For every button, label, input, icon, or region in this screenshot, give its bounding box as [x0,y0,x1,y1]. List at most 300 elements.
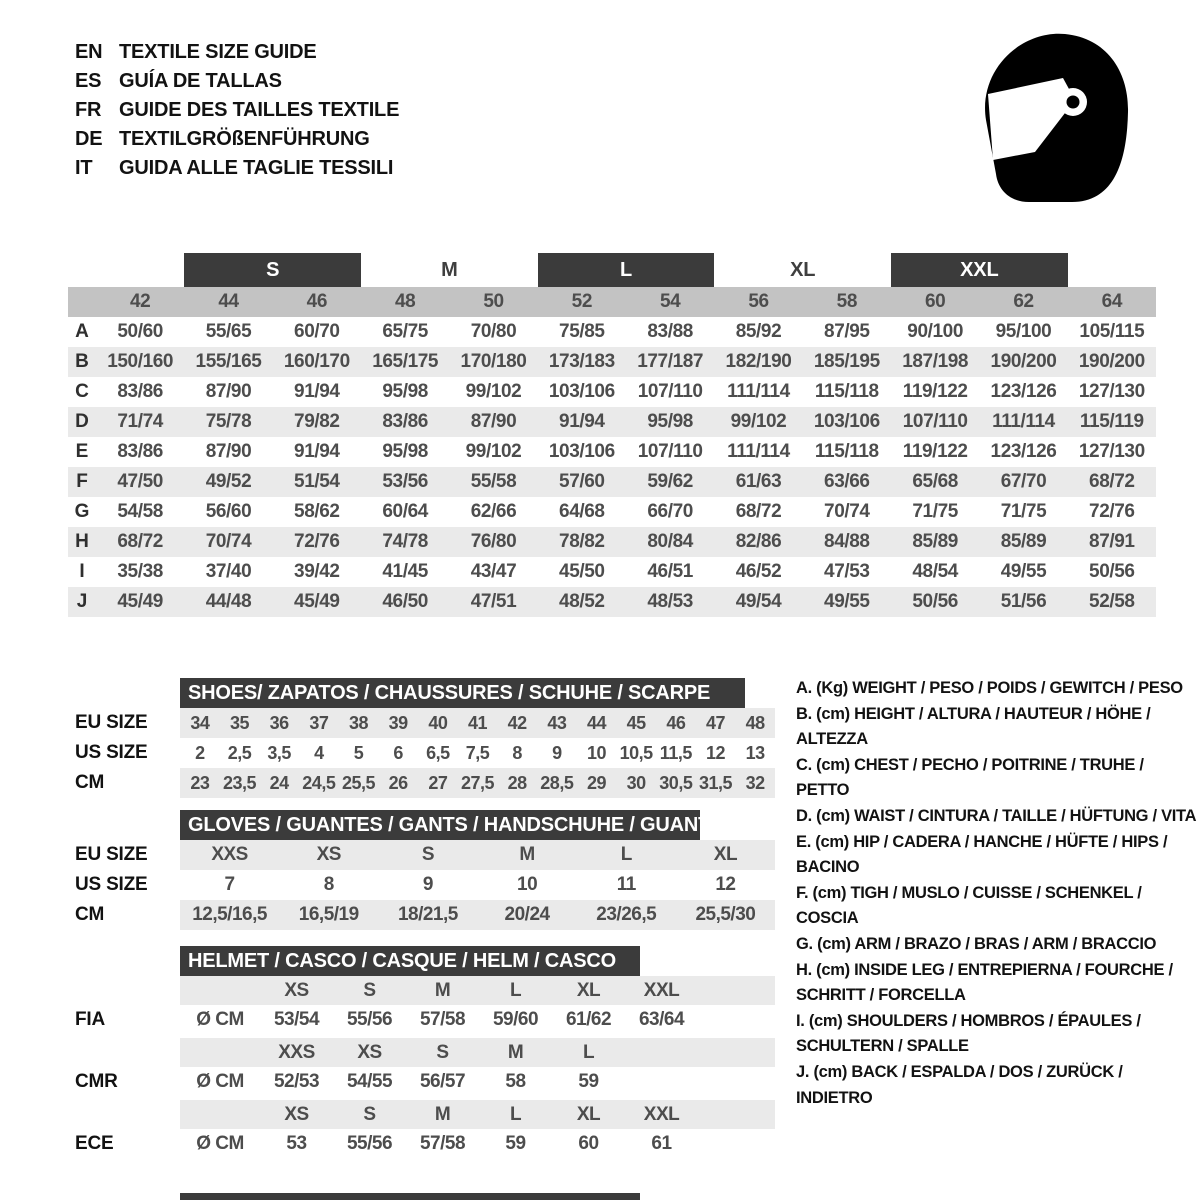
size-value: 79/82 [294,411,340,432]
value-cell: 34 [190,712,210,733]
size-table-row [68,497,1156,527]
size-table-row [68,527,1156,557]
row-values [180,708,775,738]
unit-spacer [180,1038,260,1067]
value-cell: 9 [552,742,562,763]
size-value: 83/88 [647,321,693,342]
size-value: 63/66 [824,471,870,492]
helmet-size-label: XXS [278,1041,315,1063]
row-label: CM [75,904,105,925]
value-cell: M [519,844,535,865]
size-value: 150/160 [107,351,174,372]
size-value: 68/72 [735,501,782,522]
row-label: EU SIZE [75,844,148,865]
helmet-sizes-row [75,1038,785,1067]
value-cell: 59 [505,1132,526,1154]
sub-table-row [75,768,785,798]
size-value: 46/50 [382,591,428,612]
helmet-size-label [625,1038,698,1067]
unit-label: Ø CM [196,1132,244,1154]
helmet-section-cmr [75,1038,785,1096]
size-value: 75/85 [559,321,605,342]
value-cell: 60 [578,1132,599,1154]
size-column-header: 48 [394,291,416,312]
sub-table-row [75,900,785,930]
legend-item: F. (cm) TIGH / MUSLO / CUISSE / SCHENKEL / COSCIA [796,883,1142,928]
value-cell: 27 [428,772,448,793]
value-cell: 47 [705,712,725,733]
size-value: 65/68 [912,471,958,492]
value-cell: 26 [388,772,408,793]
size-value: 75/78 [205,411,252,432]
value-cell: 44 [586,712,606,733]
value-cell: XL [713,844,738,865]
legend-item: C. (cm) CHEST / PECHO / POITRINE / TRUHE / PETTO [796,755,1144,800]
value-cell: 30,5 [659,772,693,793]
size-value: 78/82 [559,531,605,552]
size-value: 160/170 [283,351,350,372]
standard-label: FIA [75,1008,106,1030]
helmet-size-label: XL [576,1103,601,1125]
size-column-header: 42 [129,291,151,312]
value-cell: 10 [586,742,606,763]
size-value: 59/62 [647,471,693,492]
size-value: 83/86 [117,441,163,462]
value-cell: 24,5 [302,772,336,793]
value-cell: 7 [224,874,235,895]
value-cell: 43 [547,712,567,733]
value-cell: 56/57 [419,1070,466,1092]
size-value: 64/68 [559,501,605,522]
size-value: 107/110 [637,441,703,462]
value-cell: 41 [467,712,487,733]
size-column-header: 58 [836,291,857,312]
size-value: 115/118 [814,381,879,402]
size-value: 87/90 [470,411,517,432]
value-cell: 52/53 [273,1070,320,1092]
size-value: 52/58 [1089,591,1135,612]
language-row [75,67,399,96]
value-cell: 37 [309,712,329,733]
row-letter: E [75,441,89,462]
size-value: 103/106 [813,411,880,432]
gloves-table [75,810,785,930]
row-label: US SIZE [75,742,148,763]
value-cell: 53/54 [273,1008,320,1030]
value-cell: 6 [393,742,403,763]
size-value: 84/88 [824,531,870,552]
size-value: 70/74 [824,501,870,522]
racing-helmet-icon-svg [975,28,1133,206]
size-value: 82/86 [735,531,782,552]
size-value: 123/126 [990,441,1057,462]
value-cell: 38 [348,712,368,733]
value-cell: 7,5 [465,742,490,763]
helmet-size-label: L [509,979,522,1001]
size-value: 49/52 [205,471,252,492]
size-value: 107/110 [902,411,968,432]
size-value: 87/90 [205,381,252,402]
value-cell: 27,5 [460,772,495,793]
value-cell: 18/21,5 [397,904,458,925]
row-letter: B [75,351,89,372]
size-value: 103/106 [548,441,615,462]
legend-item: E. (cm) HIP / CADERA / HANCHE / HÜFTE / HIPS / BACINO [796,832,1168,877]
helmet-size-label: XXL [643,979,680,1001]
helmet-sizes-row [75,1100,785,1129]
helmet-size-label: M [434,979,451,1001]
row-label [75,1038,180,1067]
size-value: 83/86 [117,381,163,402]
value-cell: 10 [517,874,538,895]
helmet-size-label: S [436,1041,449,1063]
value-cell: 8 [512,742,522,763]
size-value: 190/200 [1078,351,1145,372]
size-value: 49/55 [824,591,870,612]
value-cell: 2,5 [227,742,252,763]
language-title: TEXTILE SIZE GUIDE [119,41,317,63]
shoes-table-title: SHOES/ ZAPATOS / CHAUSSURES / SCHUHE / SCARPE [180,678,745,708]
size-value: 111/114 [727,441,790,462]
size-value: 182/190 [725,351,792,372]
size-value: 90/100 [907,321,964,342]
size-value: 111/114 [992,411,1055,432]
value-cell: 36 [269,712,289,733]
value-cell: 63/64 [638,1008,685,1030]
size-band-s: S [184,253,361,287]
language-code: FR [75,99,102,121]
helmet-table [75,946,785,1158]
row-letter: G [74,501,90,522]
size-value: 170/180 [460,351,527,372]
value-cell: 11,5 [659,742,692,763]
value-cell: S [421,844,434,865]
helmet-sizes [180,1038,775,1067]
cropped-next-section-bar [180,1193,640,1200]
size-value: 47/51 [470,591,517,612]
size-value: 70/80 [470,321,517,342]
standard-label: CMR [75,1070,118,1092]
size-value: 54/58 [117,501,163,522]
language-code: EN [75,41,103,63]
size-value: 37/40 [205,561,252,582]
size-value: 91/94 [294,381,340,402]
size-value: 71/75 [1000,501,1047,522]
size-value: 87/90 [205,441,252,462]
size-value: 115/118 [814,441,879,462]
value-cell: 16,5/19 [298,904,359,925]
size-column-header: 60 [924,291,946,312]
size-value: 58/62 [294,501,340,522]
size-column-header: 46 [306,291,327,312]
value-cell: 10,5 [619,742,653,763]
value-cell: 53 [286,1132,307,1154]
value-cell: 35 [229,712,249,733]
language-row [75,125,399,154]
size-value: 66/70 [647,501,693,522]
language-row [75,38,399,67]
racing-helmet-icon [975,28,1133,206]
size-value: 72/76 [1089,501,1135,522]
value-cell: 59 [578,1070,599,1092]
helmet-size-label: M [507,1041,524,1063]
size-value: 55/65 [205,321,252,342]
size-value: 105/115 [1079,321,1145,342]
language-code: DE [75,128,103,150]
legend-item: G. (cm) ARM / BRAZO / BRAS / ARM / BRACCIO [796,934,1157,953]
helmet-values [180,1005,775,1034]
language-row [75,96,399,125]
size-value: 85/89 [912,531,958,552]
sub-table-row [75,870,785,900]
value-cell: XXS [211,844,248,865]
value-cell: 23/26,5 [596,904,657,925]
size-column-header: 44 [218,291,239,312]
value-cell: 23 [190,772,210,793]
helmet-sizes [180,976,775,1005]
size-value: 47/50 [117,471,163,492]
size-value: 50/56 [912,591,958,612]
value-cell: 61/62 [565,1008,612,1030]
helmet-values-row [75,1005,785,1034]
value-cell: 4 [314,742,324,763]
row-label [75,976,180,1005]
helmet-size-label: L [509,1103,522,1125]
size-value: 44/48 [205,591,252,612]
size-value: 83/86 [382,411,428,432]
shoes-table [75,678,785,798]
size-value: 155/165 [195,351,262,372]
value-cell: 45 [626,712,646,733]
language-row [75,154,399,183]
value-cell: 55/56 [346,1132,393,1154]
size-value: 119/122 [902,441,968,462]
size-column-header: 64 [1101,291,1122,312]
size-value: 187/198 [902,351,969,372]
helmet-section-fia [75,976,785,1034]
textile-size-table [68,253,1156,617]
size-value: 190/200 [990,351,1057,372]
size-value: 57/60 [559,471,605,492]
legend-item: H. (cm) INSIDE LEG / ENTREPIERNA / FOURCHE / SCHRITT / FORCELLA [796,960,1173,1005]
size-value: 127/130 [1078,381,1145,402]
size-column-header: 62 [1013,291,1034,312]
size-table-row [68,317,1156,347]
size-value: 45/50 [559,561,605,582]
size-column-header: 50 [483,291,504,312]
size-value: 99/102 [465,381,522,402]
unit-spacer [180,976,260,1005]
helmet-size-label: L [582,1041,595,1063]
size-value: 95/98 [647,411,693,432]
row-letter: D [75,411,89,432]
row-label: US SIZE [75,874,148,895]
row-letter: H [75,531,89,552]
value-cell: 25,5/30 [695,904,756,925]
row-label: EU SIZE [75,712,148,733]
standard-label: ECE [75,1132,114,1154]
size-column-header-row [68,287,1156,317]
size-value: 51/54 [294,471,340,492]
size-band-xl: XL [790,258,816,281]
helmet-size-label: XS [284,1103,309,1125]
value-cell: 12 [705,742,725,763]
size-value: 85/92 [735,321,782,342]
value-cell: 6,5 [426,742,450,763]
size-value: 119/122 [902,381,968,402]
size-table-row [68,557,1156,587]
size-value: 49/55 [1000,561,1047,582]
size-value: 165/175 [372,351,439,372]
size-value: 87/95 [824,321,870,342]
row-values [180,870,775,900]
size-value: 45/49 [117,591,163,612]
size-value: 127/130 [1078,441,1145,462]
gloves-table-title: GLOVES / GUANTES / GANTS / HANDSCHUHE / GUANTI [180,810,700,840]
value-cell: 24 [269,772,289,793]
helmet-size-label: XS [357,1041,382,1063]
size-value: 91/94 [294,441,340,462]
size-value: 91/94 [559,411,605,432]
sub-table-row [75,738,785,768]
size-band-m: M [441,258,458,281]
size-value: 53/56 [382,471,428,492]
value-cell: 20/24 [504,904,550,925]
row-label: CM [75,772,105,793]
size-table-row [68,587,1156,617]
helmet-size-label: S [363,979,376,1001]
helmet-sizes-row [75,976,785,1005]
size-value: 123/126 [990,381,1057,402]
row-letter: F [76,471,88,492]
helmet-size-label: XS [284,979,309,1001]
value-cell: 23,5 [222,772,257,793]
size-value: 50/60 [117,321,163,342]
size-value: 173/183 [548,351,615,372]
measurement-legend [796,676,1198,1111]
value-cell: 32 [745,772,765,793]
size-value: 60/70 [294,321,340,342]
size-value: 72/76 [294,531,340,552]
value-cell: 13 [745,742,765,763]
legend-item: B. (cm) HEIGHT / ALTURA / HAUTEUR / HÖHE / ALTEZZA [796,704,1151,749]
sub-table-row [75,840,785,870]
language-title: GUÍA DE TALLAS [119,70,282,92]
helmet-values [180,1067,775,1096]
value-cell: 5 [353,742,364,763]
value-cell: 54/55 [346,1070,393,1092]
size-column-header: 56 [748,291,769,312]
helmet-values-row [75,1067,785,1096]
size-value: 87/91 [1089,531,1135,552]
legend-item: I. (cm) SHOULDERS / HOMBROS / ÉPAULES / SCHULTERN / SPALLE [796,1011,1141,1056]
size-band-row [68,253,1156,287]
helmet-size-label: S [363,1103,376,1125]
value-cell: 57/58 [419,1008,466,1030]
size-value: 85/89 [1000,531,1047,552]
language-title: TEXTILGRÖßENFÜHRUNG [119,128,370,150]
size-value: 48/54 [912,561,958,582]
size-value: 99/102 [465,441,522,462]
value-cell: 59/60 [492,1008,539,1030]
helmet-size-label: M [434,1103,451,1125]
value-cell: 39 [388,712,408,733]
legend-item: J. (cm) BACK / ESPALDA / DOS / ZURÜCK / INDIETRO [796,1062,1123,1107]
value-cell: 12,5/16,5 [192,904,267,925]
row-values [180,768,775,798]
size-value: 107/110 [637,381,703,402]
value-cell: 28,5 [540,772,574,793]
size-table-row [68,437,1156,467]
helmet-table-body [75,976,785,1158]
helmet-values [180,1129,775,1158]
size-band-l: L [538,253,715,287]
size-value: 62/66 [470,501,517,522]
size-table-row [68,347,1156,377]
value-cell: 9 [422,874,433,895]
size-value: 70/74 [205,531,252,552]
size-table-row [68,407,1156,437]
value-cell: 55/56 [346,1008,393,1030]
size-column-header: 54 [659,291,681,312]
helmet-values-row [75,1129,785,1158]
value-cell: L [620,844,632,865]
size-table-row [68,467,1156,497]
size-table-row [68,377,1156,407]
size-value: 95/100 [995,321,1052,342]
legend-item: D. (cm) WAIST / CINTURA / TAILLE / HÜFTUNG / VITA [796,806,1197,825]
size-value: 185/195 [813,351,880,372]
size-value: 60/64 [382,501,428,522]
size-value: 39/42 [294,561,340,582]
size-value: 68/72 [1089,471,1135,492]
legend-item: A. (Kg) WEIGHT / PESO / POIDS / GEWITCH / PESO [796,679,1183,697]
size-value: 71/75 [912,501,958,522]
size-value: 67/70 [1000,471,1047,492]
size-value: 50/56 [1089,561,1135,582]
size-value: 74/78 [382,531,428,552]
helmet-size-label: XL [576,979,601,1001]
size-value: 35/38 [117,561,163,582]
size-value: 46/51 [647,561,693,582]
value-cell: 2 [195,742,205,763]
value-cell: 11 [616,874,636,895]
size-value: 61/63 [735,471,782,492]
value-cell: 12 [715,874,736,895]
value-cell: 28 [507,772,527,793]
row-letter: J [76,591,88,612]
row-values [180,900,775,930]
row-label [75,1100,180,1129]
size-value: 48/53 [647,591,693,612]
value-cell: 29 [586,772,606,793]
value-cell: 42 [507,712,527,733]
row-values [180,840,775,870]
helmet-sizes [180,1100,775,1129]
value-cell: XS [316,844,341,865]
size-value: 95/98 [382,441,428,462]
row-values [180,738,775,768]
size-value: 76/80 [470,531,517,552]
unit-spacer [180,1100,260,1129]
language-title: GUIDA ALLE TAGLIE TESSILI [119,157,394,179]
value-cell: 8 [323,874,334,895]
size-value: 46/52 [735,561,782,582]
value-cell: 3,5 [267,742,291,763]
size-value: 103/106 [548,381,615,402]
language-title-list [75,38,399,183]
size-band-xxl: XXL [891,253,1068,287]
